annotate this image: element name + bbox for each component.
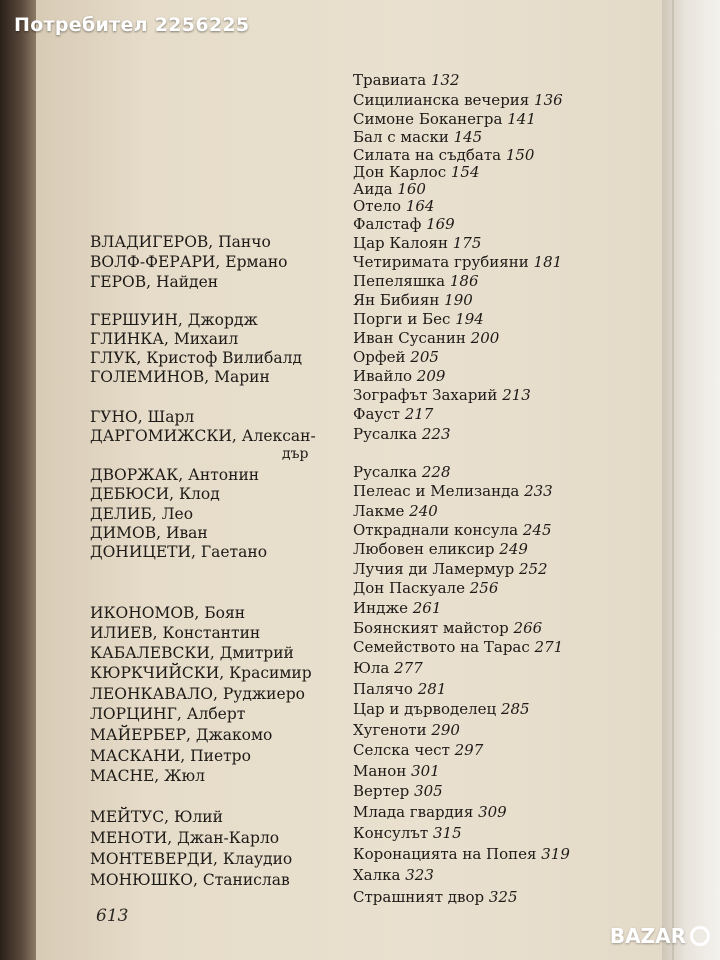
opera-page-number: 186: [449, 272, 479, 290]
opera-entry: [353, 824, 462, 842]
opera-page-number: 266: [513, 619, 543, 637]
opera-entry: [353, 348, 439, 366]
bazar-logo-mark-icon: [690, 926, 710, 946]
opera-entry: [353, 482, 553, 500]
opera-title: Орфей: [353, 348, 411, 366]
opera-title: Откраднали консула: [353, 521, 523, 539]
opera-entry: [353, 425, 451, 443]
composer-name: ДАРГОМИЖСКИ, Алексан-: [90, 427, 316, 445]
bazar-logo: [610, 924, 710, 948]
composer-name: МЕНОТИ, Джан-Карло: [90, 829, 280, 847]
composer-name: ДЕЛИБ, Лео: [90, 505, 194, 523]
opera-page-number: 285: [500, 700, 530, 718]
opera-title: Русалка: [353, 425, 422, 443]
opera-title: Ивайло: [353, 367, 417, 385]
opera-entry: [353, 762, 440, 780]
opera-page-number: 281: [417, 680, 447, 698]
page-number: 613: [96, 906, 129, 926]
opera-entry: [353, 463, 451, 481]
opera-page-number: 223: [421, 425, 451, 443]
composer-name: ДЕБЮСИ, Клод: [90, 485, 220, 503]
opera-page-number: 249: [499, 540, 528, 558]
opera-entry: [353, 619, 542, 637]
opera-entry: [353, 659, 423, 677]
opera-title: Симоне Боканегра: [353, 110, 508, 128]
opera-title: Халка: [353, 866, 406, 884]
composer-name: ГЛИНКА, Михаил: [90, 330, 239, 348]
opera-title: Пепеляшка: [353, 272, 450, 290]
composer-name: ЛОРЦИНГ, Алберт: [90, 705, 246, 723]
opera-title: Цар и дърводелец: [353, 700, 501, 718]
opera-page-number: 194: [455, 310, 484, 328]
user-watermark: Потребител 2256225: [14, 14, 250, 36]
opera-entry: [353, 329, 499, 347]
opera-entry: [353, 146, 534, 164]
opera-entry: [353, 845, 570, 863]
opera-entry: [353, 197, 434, 215]
opera-page-number: 213: [502, 386, 531, 404]
opera-entry: [353, 638, 563, 656]
opera-page-number: 160: [397, 180, 426, 198]
opera-entry: [353, 560, 548, 578]
opera-title: Хугеноти: [353, 721, 432, 739]
opera-page-number: 277: [394, 659, 423, 677]
opera-page-number: 217: [404, 405, 434, 423]
opera-entry: [353, 741, 483, 759]
opera-page-number: 190: [444, 291, 473, 309]
composer-name: ДИМОВ, Иван: [90, 524, 208, 542]
opera-title: Боянският майстор: [353, 619, 514, 637]
opera-page-number: 240: [409, 502, 438, 520]
page-edge-line: [672, 0, 674, 960]
composer-name: МАЙЕРБЕР, Джакомо: [90, 726, 273, 744]
opera-page-number: 154: [450, 163, 480, 181]
opera-entry: [353, 163, 480, 181]
composer-name: МЕЙТУС, Юлий: [90, 808, 223, 826]
opera-title: Дон Паскуале: [353, 579, 470, 597]
opera-title: Манон: [353, 762, 412, 780]
opera-page-number: 245: [522, 521, 552, 539]
opera-entry: [353, 367, 445, 385]
opera-page-number: 164: [405, 197, 435, 215]
opera-entry: [353, 110, 536, 128]
composer-name: МАСНЕ, Жюл: [90, 767, 205, 785]
opera-page-number: 209: [416, 367, 446, 385]
opera-title: Лакме: [353, 502, 410, 520]
opera-title: Пелеас и Мелизанда: [353, 482, 525, 500]
composer-name: КЮРКЧИЙСКИ, Красимир: [90, 664, 312, 682]
opera-page-number: 200: [470, 329, 500, 347]
opera-entry: [353, 540, 528, 558]
opera-title: Порги и Бес: [353, 310, 456, 328]
opera-page-number: 145: [453, 128, 483, 146]
opera-title: Русалка: [353, 463, 422, 481]
opera-title: Любовен еликсир: [353, 540, 500, 558]
opera-title: Бал с маски: [353, 128, 454, 146]
opera-title: Сицилианска вечерия: [353, 91, 535, 109]
opera-entry: [353, 272, 479, 290]
opera-page-number: 297: [454, 741, 484, 759]
opera-entry: [353, 782, 443, 800]
opera-page-number: 252: [518, 560, 548, 578]
opera-page-number: 271: [534, 638, 564, 656]
opera-entry: [353, 803, 507, 821]
opera-title: Ян Бибиян: [353, 291, 445, 309]
opera-page-number: 136: [534, 91, 563, 109]
opera-title: Инджe: [353, 599, 413, 617]
opera-page-number: 315: [433, 824, 462, 842]
composer-name: ДВОРЖАК, Антонин: [90, 466, 260, 484]
opera-title: Семейството на Тарас: [353, 638, 535, 656]
opera-title: Вертер: [353, 782, 415, 800]
opera-entry: [353, 310, 484, 328]
composer-name: ДОНИЦЕТИ, Гаетано: [90, 543, 268, 561]
opera-entry: [353, 866, 434, 884]
opera-page-number: 323: [405, 866, 434, 884]
opera-entry: [353, 680, 446, 698]
opera-entry: [353, 386, 531, 404]
composer-name: МОНТЕВЕРДИ, Клаудио: [90, 850, 293, 868]
opera-page-number: 181: [533, 253, 563, 271]
composer-name: ЛЕОНКАВАЛО, Руджиеро: [90, 685, 305, 703]
opera-entry: [353, 180, 426, 198]
composer-name: ИЛИЕВ, Константин: [90, 624, 261, 642]
opera-page-number: 175: [452, 234, 482, 252]
page-edge: [662, 0, 720, 960]
opera-entry: [353, 71, 460, 89]
book-gutter: [0, 0, 40, 960]
opera-title: Силата на съдбата: [353, 146, 506, 164]
opera-page-number: 256: [469, 579, 499, 597]
opera-entry: [353, 521, 552, 539]
opera-title: Иван Сусанин: [353, 329, 471, 347]
opera-title: Дон Карлос: [353, 163, 451, 181]
opera-title: Фауст: [353, 405, 405, 423]
opera-title: Консулът: [353, 824, 434, 842]
opera-entry: [353, 721, 460, 739]
opera-title: Страшният двор: [353, 888, 489, 906]
opera-page-number: 309: [478, 803, 507, 821]
opera-entry: [353, 599, 441, 617]
opera-entry: [353, 215, 455, 233]
composer-name: ГЛУК, Кристоф Вилибалд: [90, 349, 303, 367]
opera-title: Зографът Захарий: [353, 386, 503, 404]
opera-page-number: 305: [414, 782, 443, 800]
composer-name: МОНЮШКО, Станислав: [90, 871, 290, 889]
opera-entry: [353, 502, 438, 520]
composer-name: КАБАЛЕВСКИ, Дмитрий: [90, 644, 294, 662]
opera-page-number: 205: [410, 348, 439, 366]
composer-name: ИКОНОМОВ, Боян: [90, 604, 246, 622]
opera-title: Палячо: [353, 680, 418, 698]
composer-name: ВЛАДИГЕРОВ, Панчо: [90, 233, 271, 251]
opera-page-number: 319: [541, 845, 570, 863]
opera-title: Цар Калоян: [353, 234, 453, 252]
composer-name: ВОЛФ-ФЕРАРИ, Ермано: [90, 253, 288, 271]
opera-title: Отело: [353, 197, 406, 215]
opera-page-number: 150: [505, 146, 535, 164]
opera-title: Фалстаф: [353, 215, 427, 233]
opera-page-number: 228: [421, 463, 451, 481]
composer-name: ГУНО, Шарл: [90, 408, 195, 426]
opera-entry: [353, 253, 562, 271]
opera-title: Юла: [353, 659, 395, 677]
composer-name: МАСКАНИ, Пиетро: [90, 747, 251, 765]
opera-entry: [353, 234, 481, 252]
opera-page-number: 290: [431, 721, 460, 739]
opera-page-number: 325: [488, 888, 518, 906]
opera-entry: [353, 128, 482, 146]
opera-entry: [353, 888, 518, 906]
opera-entry: [353, 579, 498, 597]
opera-entry: [353, 700, 530, 718]
opera-title: Селска чест: [353, 741, 455, 759]
opera-page-number: 141: [507, 110, 536, 128]
opera-entry: [353, 91, 563, 109]
opera-entry: [353, 405, 433, 423]
opera-title: Лучия ди Ламермур: [353, 560, 519, 578]
opera-entry: [353, 291, 473, 309]
opera-title: Травиата: [353, 71, 431, 89]
opera-title: Млада гвардия: [353, 803, 479, 821]
opera-page-number: 261: [412, 599, 442, 617]
opera-page-number: 301: [411, 762, 440, 780]
opera-page-number: 233: [524, 482, 553, 500]
opera-title: Аида: [353, 180, 398, 198]
composer-name: ГЕРШУИН, Джордж: [90, 311, 258, 329]
opera-title: Коронацията на Попея: [353, 845, 542, 863]
composer-name: ГОЛЕМИНОВ, Марин: [90, 368, 270, 386]
opera-title: Четиримата грубияни: [353, 253, 534, 271]
bazar-logo-text: BAZAR: [609, 924, 686, 948]
opera-page-number: 169: [426, 215, 455, 233]
composer-name: ГЕРОВ, Найден: [90, 273, 219, 291]
composer-name-continuation: дър: [282, 446, 309, 462]
opera-page-number: 132: [430, 71, 460, 89]
